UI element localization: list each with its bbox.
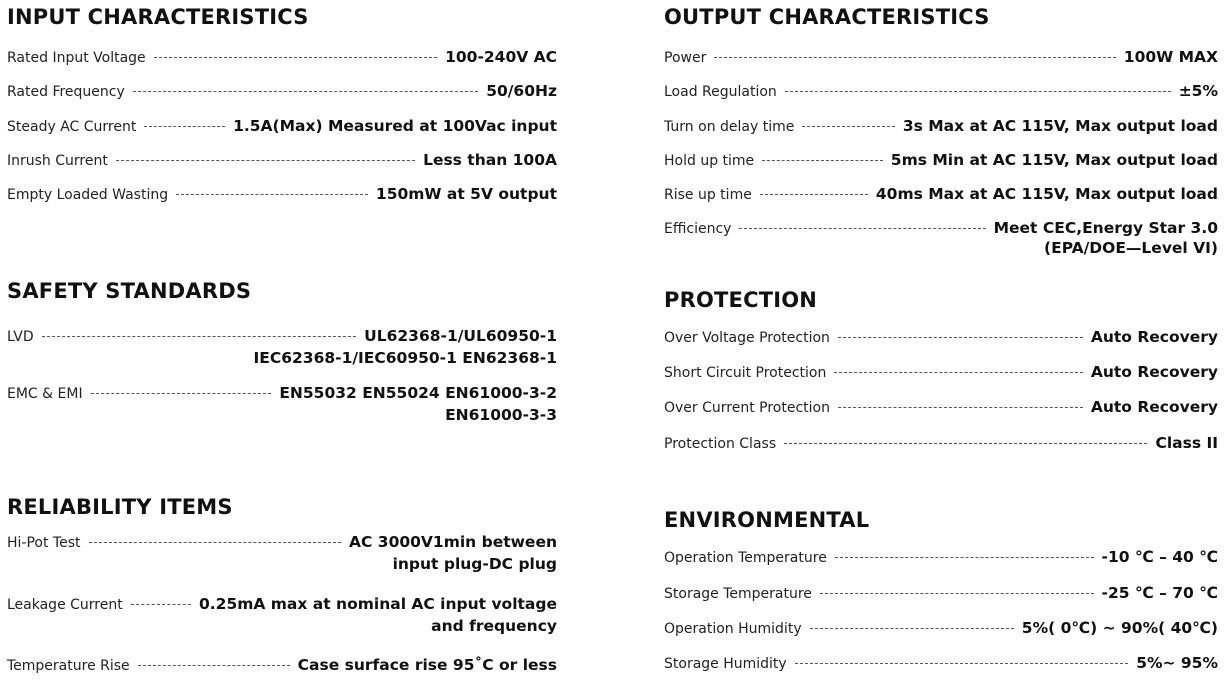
spec-row (7, 595, 557, 635)
spec-row (7, 151, 557, 169)
spec-row (664, 185, 1218, 203)
spec-row (664, 434, 1218, 452)
spec-value: 5%~ 95% (1136, 654, 1218, 672)
spec-value-continued: input plug-DC plug (392, 555, 557, 573)
spec-label: Operation Temperature (664, 550, 827, 566)
spec-value: Meet CEC,Energy Star 3.0 (993, 219, 1218, 237)
spec-value: UL62368-1/UL60950-1 (364, 327, 557, 345)
section-title: RELIABILITY ITEMS (7, 495, 233, 519)
spec-row (7, 327, 557, 367)
dotted-leader (133, 91, 478, 92)
output-characteristics-section (664, 5, 1218, 257)
dotted-leader (835, 557, 1094, 558)
spec-value: AC 3000V1min between (349, 533, 557, 551)
spec-label: Hi-Pot Test (7, 535, 81, 551)
section-title: PROTECTION (664, 288, 818, 312)
input-characteristics-section (7, 5, 557, 203)
spec-value: ±5% (1178, 82, 1218, 100)
spec-row (664, 151, 1218, 169)
spec-label: Inrush Current (7, 153, 108, 169)
spec-value: EN55032 EN55024 EN61000-3-2 (279, 384, 557, 402)
spec-row (664, 328, 1218, 346)
dotted-leader (810, 628, 1014, 629)
dotted-leader (785, 91, 1171, 92)
spec-label: Rated Input Voltage (7, 50, 146, 66)
spec-label: EMC & EMI (7, 386, 83, 402)
dotted-leader (116, 160, 415, 161)
dotted-leader (739, 228, 985, 229)
spec-label: Power (664, 50, 707, 66)
dotted-leader (42, 336, 357, 337)
safety-standards-section (7, 279, 557, 424)
spec-value: 1.5A(Max) Measured at 100Vac input (233, 117, 557, 135)
spec-label: Protection Class (664, 436, 777, 452)
spec-value: 50/60Hz (486, 82, 557, 100)
spec-row (664, 117, 1218, 135)
spec-label: Load Regulation (664, 84, 777, 100)
spec-value: 100W MAX (1123, 48, 1218, 66)
environmental-section (664, 508, 1218, 672)
spec-label: Turn on delay time (664, 119, 795, 135)
spec-label: LVD (7, 329, 34, 345)
spec-row (664, 584, 1218, 602)
spec-value-continued: (EPA/DOE—Level VI) (1044, 239, 1218, 257)
reliability-items-section (7, 495, 557, 674)
dotted-leader (144, 126, 225, 127)
spec-row (664, 219, 1218, 257)
spec-value: 0.25mA max at nominal AC input voltage (199, 595, 557, 613)
spec-row (664, 363, 1218, 381)
spec-value: Auto Recovery (1090, 363, 1218, 381)
spec-label: Hold up time (664, 153, 755, 169)
section-title: INPUT CHARACTERISTICS (7, 5, 309, 29)
spec-label: Storage Temperature (664, 586, 812, 602)
dotted-leader (89, 542, 342, 543)
dotted-leader (838, 337, 1083, 338)
dotted-leader (176, 194, 368, 195)
dotted-leader (838, 407, 1083, 408)
dotted-leader (131, 604, 191, 605)
spec-row (664, 82, 1218, 100)
spec-label: Leakage Current (7, 597, 123, 613)
spec-row (664, 548, 1218, 566)
spec-row (664, 48, 1218, 66)
spec-value: Less than 100A (423, 151, 557, 169)
spec-row (664, 619, 1218, 637)
dotted-leader (795, 663, 1128, 664)
dotted-leader (154, 57, 437, 58)
spec-row (7, 48, 557, 66)
spec-row (7, 533, 557, 573)
protection-section (664, 288, 1218, 452)
dotted-leader (762, 160, 883, 161)
spec-label: Efficiency (664, 221, 732, 237)
spec-row (7, 384, 557, 424)
spec-value-continued: IEC62368-1/IEC60950-1 EN62368-1 (253, 349, 557, 367)
spec-value: Case surface rise 95˚C or less (297, 656, 557, 674)
spec-value: Class II (1155, 434, 1218, 452)
spec-label: Storage Humidity (664, 656, 787, 672)
spec-row (664, 654, 1218, 672)
spec-value: Auto Recovery (1090, 398, 1218, 416)
spec-value: 3s Max at AC 115V, Max output load (902, 117, 1218, 135)
spec-label: Rated Frequency (7, 84, 125, 100)
spec-label: Rise up time (664, 187, 752, 203)
spec-label: Over Current Protection (664, 400, 830, 416)
section-title: OUTPUT CHARACTERISTICS (664, 5, 990, 29)
spec-label: Temperature Rise (7, 658, 130, 674)
spec-label: Steady AC Current (7, 119, 137, 135)
spec-value: -25 ℃ – 70 ℃ (1101, 584, 1218, 602)
spec-row (664, 398, 1218, 416)
spec-value: 5%( 0℃) ~ 90%( 40℃) (1021, 619, 1218, 637)
spec-label: Short Circuit Protection (664, 365, 827, 381)
section-title: ENVIRONMENTAL (664, 508, 870, 532)
spec-label: Operation Humidity (664, 621, 802, 637)
spec-value: Auto Recovery (1090, 328, 1218, 346)
dotted-leader (138, 665, 290, 666)
spec-row (7, 117, 557, 135)
dotted-leader (714, 57, 1115, 58)
section-title: SAFETY STANDARDS (7, 279, 252, 303)
spec-row (7, 185, 557, 203)
spec-value: -10 ℃ – 40 ℃ (1101, 548, 1218, 566)
spec-row (7, 656, 557, 674)
spec-value: 5ms Min at AC 115V, Max output load (890, 151, 1218, 169)
spec-value-continued: EN61000-3-3 (445, 406, 557, 424)
spec-label: Empty Loaded Wasting (7, 187, 169, 203)
dotted-leader (834, 372, 1082, 373)
dotted-leader (760, 194, 868, 195)
spec-value-continued: and frequency (431, 617, 557, 635)
spec-row (7, 82, 557, 100)
dotted-leader (91, 393, 272, 394)
spec-value: 100-240V AC (445, 48, 557, 66)
spec-value: 150mW at 5V output (375, 185, 557, 203)
dotted-leader (802, 126, 894, 127)
dotted-leader (820, 593, 1094, 594)
spec-value: 40ms Max at AC 115V, Max output load (875, 185, 1218, 203)
spec-label: Over Voltage Protection (664, 330, 830, 346)
dotted-leader (784, 443, 1147, 444)
